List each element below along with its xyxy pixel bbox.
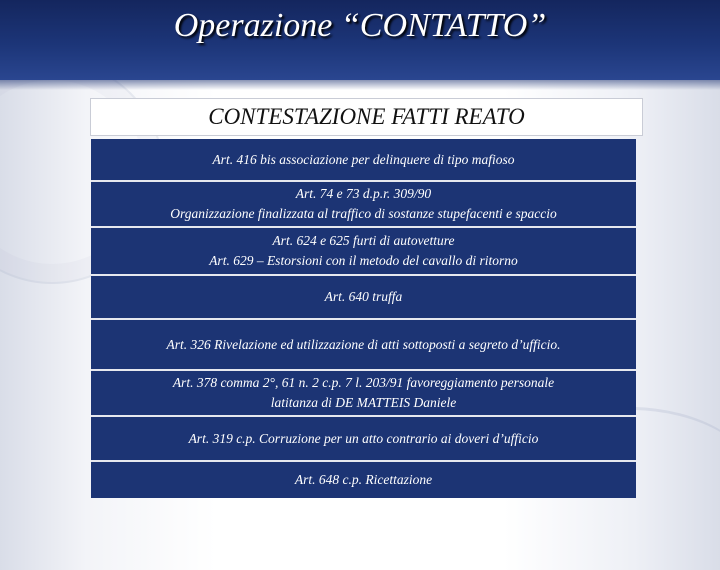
row-text: Organizzazione finalizzata al traffico di sostanze stupefacenti e spaccio [170, 206, 557, 221]
row-text: Art. 319 c.p. Corruzione per un atto contrario ai doveri d’ufficio [188, 430, 539, 446]
table-heading [90, 98, 643, 136]
slide-title: Operazione “CONTATTO” [173, 7, 547, 44]
row-text: Art. 378 comma 2°, 61 n. 2 c.p. 7 l. 203/91 favoreggiamento personale [172, 375, 555, 390]
header-shadow [0, 80, 720, 90]
table-row [91, 182, 636, 228]
row-text: latitanza di DE MATTEIS Daniele [270, 395, 457, 410]
table-row [91, 139, 636, 182]
table-row [91, 276, 636, 320]
row-text: Art. 416 bis associazione per delinquere di tipo mafioso [212, 151, 515, 167]
row-text: Art. 624 e 625 furti di autovetture [272, 233, 455, 248]
row-text: Art. 326 Rivelazione ed utilizzazione di atti sottoposti a segreto d’ufficio. [166, 336, 561, 352]
row-text: Art. 648 c.p. Ricettazione [294, 472, 433, 487]
table-heading-text: CONTESTAZIONE FATTI REATO [208, 104, 525, 129]
table-row [91, 228, 636, 276]
row-text: Art. 74 e 73 d.p.r. 309/90 [295, 186, 432, 201]
charges-table [90, 98, 643, 498]
table-row [91, 371, 636, 417]
table-row [91, 417, 636, 462]
table-row [91, 320, 636, 371]
row-text: Art. 640 truffa [324, 289, 403, 304]
table-row [91, 462, 636, 498]
table-rows [91, 139, 636, 498]
row-text: Art. 629 – Estorsioni con il metodo del cavallo di ritorno [209, 253, 518, 268]
